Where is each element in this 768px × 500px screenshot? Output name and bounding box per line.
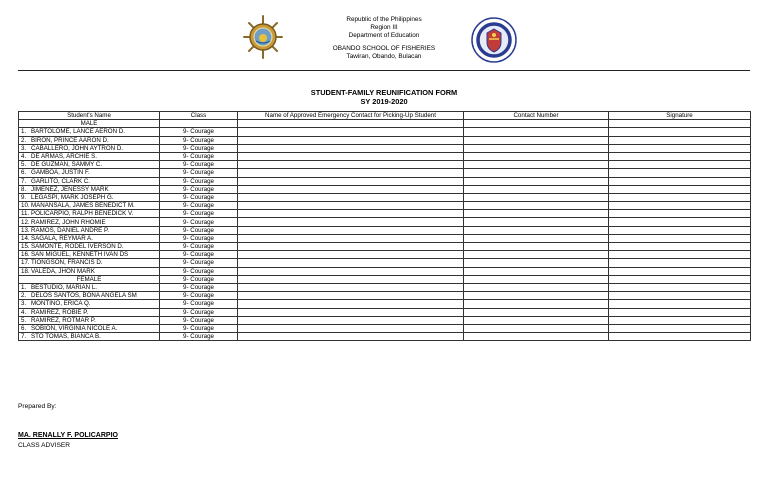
form-title: STUDENT-FAMILY REUNIFICATION FORM [310, 88, 458, 97]
emergency-contact-cell[interactable] [238, 292, 464, 300]
student-name: POLICARPIO, RALPH BENEDICK V. [31, 210, 134, 218]
signature-cell[interactable] [609, 308, 751, 316]
contact-number-cell[interactable] [464, 226, 609, 234]
table-row [19, 144, 751, 152]
emergency-contact-cell[interactable] [238, 267, 464, 275]
group-class [160, 120, 238, 128]
class-cell: 9- Courage [160, 333, 238, 341]
contact-number-cell[interactable] [464, 120, 609, 128]
row-number: 2. [21, 136, 27, 144]
signature-cell[interactable] [609, 136, 751, 144]
signature-cell[interactable] [609, 324, 751, 332]
prepared-by-label: Prepared By: [18, 403, 57, 410]
signature-cell[interactable] [609, 243, 751, 251]
emergency-contact-cell[interactable] [238, 177, 464, 185]
signature-cell[interactable] [609, 152, 751, 160]
emergency-contact-cell[interactable] [238, 185, 464, 193]
student-name: DE GUZMAN, SAMMY C. [31, 161, 103, 169]
signature-cell[interactable] [609, 120, 751, 128]
table-row [19, 316, 751, 324]
table-row [19, 243, 751, 251]
contact-number-cell[interactable] [464, 169, 609, 177]
class-cell: 9- Courage [160, 144, 238, 152]
row-number: 2. [21, 292, 27, 300]
emergency-contact-cell[interactable] [238, 144, 464, 152]
row-number: 16. [21, 251, 30, 259]
header-divider [18, 70, 750, 71]
signature-cell[interactable] [609, 275, 751, 283]
contact-number-cell[interactable] [464, 144, 609, 152]
row-number: 18. [21, 267, 30, 275]
contact-number-cell[interactable] [464, 210, 609, 218]
emergency-contact-cell[interactable] [238, 300, 464, 308]
row-number: 5. [21, 161, 27, 169]
class-cell: 9- Courage [160, 308, 238, 316]
signature-cell[interactable] [609, 202, 751, 210]
student-name-cell [19, 243, 160, 251]
student-name-cell [19, 308, 160, 316]
contact-number-cell[interactable] [464, 251, 609, 259]
school-name: OBANDO SCHOOL OF FISHERIES [332, 45, 436, 52]
class-cell: 9- Courage [160, 300, 238, 308]
group-label: FEMALE [19, 275, 160, 283]
letterhead [300, 16, 468, 61]
class-cell: 9- Courage [160, 251, 238, 259]
student-name-cell [19, 267, 160, 275]
row-number: 11. [21, 210, 30, 218]
emergency-contact-cell[interactable] [238, 226, 464, 234]
table-row [19, 136, 751, 144]
emergency-contact-cell[interactable] [238, 202, 464, 210]
class-cell: 9- Courage [160, 193, 238, 201]
class-cell: 9- Courage [160, 292, 238, 300]
class-cell: 9- Courage [160, 283, 238, 291]
contact-number-cell[interactable] [464, 128, 609, 136]
student-name-cell [19, 202, 160, 210]
class-cell: 9- Courage [160, 161, 238, 169]
signature-cell[interactable] [609, 169, 751, 177]
table-row [19, 324, 751, 332]
student-name-cell [19, 283, 160, 291]
student-name: RAMOS, DANIEL ANDRE P. [31, 226, 110, 234]
student-name-cell [19, 333, 160, 341]
signature-cell[interactable] [609, 185, 751, 193]
column-header: Class [160, 112, 238, 120]
student-name: BARTOLOME, LANCE AERON D. [31, 128, 125, 136]
table-row [19, 259, 751, 267]
student-name-cell [19, 324, 160, 332]
emergency-contact-cell[interactable] [238, 251, 464, 259]
letterhead-line: Region III [370, 24, 398, 31]
table-row [19, 292, 751, 300]
signature-cell[interactable] [609, 177, 751, 185]
row-number: 4. [21, 308, 27, 316]
contact-number-cell[interactable] [464, 193, 609, 201]
contact-number-cell[interactable] [464, 275, 609, 283]
student-name-cell [19, 169, 160, 177]
signature-cell[interactable] [609, 333, 751, 341]
signature-cell[interactable] [609, 283, 751, 291]
emergency-contact-cell[interactable] [238, 243, 464, 251]
student-name-cell [19, 218, 160, 226]
column-header: Name of Approved Emergency Contact for Picking-Up Student [238, 112, 464, 120]
row-number: 15. [21, 243, 30, 251]
table-row [19, 177, 751, 185]
table-row [19, 251, 751, 259]
class-cell: 9- Courage [160, 226, 238, 234]
emergency-contact-cell[interactable] [238, 283, 464, 291]
signature-cell[interactable] [609, 128, 751, 136]
student-name: BIRON, PRINCE AARON D. [31, 136, 109, 144]
student-name: LEGASPI, MARK JOSEPH G. [31, 193, 114, 201]
contact-number-cell[interactable] [464, 202, 609, 210]
contact-number-cell[interactable] [464, 333, 609, 341]
contact-number-cell[interactable] [464, 136, 609, 144]
table-row [19, 333, 751, 341]
column-header: Signature [609, 112, 751, 120]
row-number: 10. [21, 202, 30, 210]
emergency-contact-cell[interactable] [238, 120, 464, 128]
class-cell: 9- Courage [160, 202, 238, 210]
emergency-contact-cell[interactable] [238, 308, 464, 316]
row-number: 1. [21, 128, 27, 136]
school-address: Tawiran, Obando, Bulacan [346, 53, 422, 60]
row-number: 12. [21, 218, 30, 226]
class-cell: 9- Courage [160, 185, 238, 193]
contact-number-cell[interactable] [464, 177, 609, 185]
row-number: 6. [21, 324, 27, 332]
row-number: 8. [21, 185, 27, 193]
student-name: SAMONTE, RODEL IVERSON D. [31, 243, 124, 251]
form-heading [0, 88, 768, 106]
group-header-row [19, 275, 751, 283]
table-row [19, 234, 751, 242]
school-year: SY 2019-2020 [360, 97, 408, 106]
student-name: SAN MIGUEL, KENNETH IVAN DS [31, 251, 129, 259]
signature-cell[interactable] [609, 316, 751, 324]
student-name-cell [19, 226, 160, 234]
signature-cell[interactable] [609, 210, 751, 218]
table-row [19, 226, 751, 234]
table-row [19, 308, 751, 316]
contact-number-cell[interactable] [464, 218, 609, 226]
student-name: VALEDA, JHON MARK [31, 267, 95, 275]
student-name-cell [19, 251, 160, 259]
student-name: RAMIREZ, ROTMAR P. [31, 316, 96, 324]
class-cell: 9- Courage [160, 267, 238, 275]
signature-cell[interactable] [609, 259, 751, 267]
row-number: 13. [21, 226, 30, 234]
adviser-title: CLASS ADVISER [18, 442, 71, 449]
contact-number-cell[interactable] [464, 185, 609, 193]
student-name: MANANSALA, JAMES BENEDICT M. [31, 202, 135, 210]
contact-number-cell[interactable] [464, 259, 609, 267]
student-name: CABALLERO, JOHN AYTRON D. [31, 144, 124, 152]
student-name-cell [19, 193, 160, 201]
column-header: Contact Number [464, 112, 609, 120]
class-cell: 9- Courage [160, 259, 238, 267]
student-name-cell [19, 152, 160, 160]
class-cell: 9- Courage [160, 210, 238, 218]
table-row [19, 202, 751, 210]
student-name-cell [19, 161, 160, 169]
emergency-contact-cell[interactable] [238, 136, 464, 144]
column-header: Student's Name [19, 112, 160, 120]
emergency-contact-cell[interactable] [238, 316, 464, 324]
student-name: MONTINO, ERICA Q. [31, 300, 91, 308]
student-name-cell [19, 128, 160, 136]
class-cell: 9- Courage [160, 152, 238, 160]
class-cell: 9- Courage [160, 177, 238, 185]
class-cell: 9- Courage [160, 218, 238, 226]
row-number: 3. [21, 300, 27, 308]
deped-seal-icon [471, 17, 517, 63]
table-body [19, 120, 751, 341]
table-row [19, 283, 751, 291]
emergency-contact-cell[interactable] [238, 333, 464, 341]
row-number: 5. [21, 316, 27, 324]
signature-cell[interactable] [609, 292, 751, 300]
table-row [19, 267, 751, 275]
class-cell: 9- Courage [160, 136, 238, 144]
student-name-cell [19, 185, 160, 193]
row-number: 6. [21, 169, 27, 177]
row-number: 14. [21, 234, 30, 242]
student-name: GARLITO, CLARK C. [31, 177, 91, 185]
student-name: STO TOMAS, BIANCA B. [31, 333, 101, 341]
emergency-contact-cell[interactable] [238, 234, 464, 242]
row-number: 17. [21, 259, 30, 267]
table-row [19, 161, 751, 169]
group-header-row [19, 120, 751, 128]
signature-cell[interactable] [609, 144, 751, 152]
student-name: BESTUDIO, MARIAN L. [31, 284, 98, 292]
signature-cell[interactable] [609, 234, 751, 242]
contact-number-cell[interactable] [464, 161, 609, 169]
row-number: 3. [21, 144, 27, 152]
student-name: SAGALA, REYMAR A. [31, 234, 93, 242]
emergency-contact-cell[interactable] [238, 161, 464, 169]
signature-cell[interactable] [609, 267, 751, 275]
student-name-cell [19, 177, 160, 185]
table-row [19, 152, 751, 160]
table-row [19, 193, 751, 201]
contact-number-cell[interactable] [464, 267, 609, 275]
contact-number-cell[interactable] [464, 316, 609, 324]
row-number: 7. [21, 177, 27, 185]
contact-number-cell[interactable] [464, 234, 609, 242]
student-name: JIMENEZ, JENESSY MARK [31, 185, 109, 193]
row-number: 4. [21, 153, 27, 161]
emergency-contact-cell[interactable] [238, 210, 464, 218]
signature-cell[interactable] [609, 161, 751, 169]
student-name-cell [19, 210, 160, 218]
table-row [19, 300, 751, 308]
emergency-contact-cell[interactable] [238, 169, 464, 177]
emergency-contact-cell[interactable] [238, 259, 464, 267]
signature-cell[interactable] [609, 300, 751, 308]
contact-number-cell[interactable] [464, 324, 609, 332]
class-cell: 9- Courage [160, 316, 238, 324]
emergency-contact-cell[interactable] [238, 128, 464, 136]
row-number: 7. [21, 333, 27, 341]
emergency-contact-cell[interactable] [238, 152, 464, 160]
class-cell: 9- Courage [160, 234, 238, 242]
student-name-cell [19, 300, 160, 308]
emergency-contact-cell[interactable] [238, 324, 464, 332]
contact-number-cell[interactable] [464, 243, 609, 251]
letterhead-line: Department of Education [348, 32, 420, 39]
emergency-contact-cell[interactable] [238, 275, 464, 283]
ship-wheel-seal-icon [243, 14, 283, 60]
student-name-cell [19, 259, 160, 267]
student-name-cell [19, 136, 160, 144]
emergency-contact-cell[interactable] [238, 218, 464, 226]
row-number: 9. [21, 193, 27, 201]
signature-cell[interactable] [609, 226, 751, 234]
contact-number-cell[interactable] [464, 308, 609, 316]
student-name: TIONGSON, FRANCIS D. [31, 259, 103, 267]
table-row [19, 218, 751, 226]
student-name: RAMIREZ, JOHN RHOMIE [31, 218, 106, 226]
student-name: SOBION, VIRGINIA NICOLE A. [31, 324, 118, 332]
contact-number-cell[interactable] [464, 283, 609, 291]
student-name: RAMIREZ, ROBIE P. [31, 308, 89, 316]
table-row [19, 210, 751, 218]
signature-cell[interactable] [609, 218, 751, 226]
student-name: DE ARMAS, ARCHIE S. [31, 153, 98, 161]
adviser-name: MA. RENALLY F. POLICARPIO [18, 432, 118, 439]
student-name-cell [19, 316, 160, 324]
contact-number-cell[interactable] [464, 300, 609, 308]
class-cell: 9- Courage [160, 169, 238, 177]
class-cell: 9- Courage [160, 324, 238, 332]
student-name-cell [19, 234, 160, 242]
signature-cell[interactable] [609, 193, 751, 201]
table-row [19, 185, 751, 193]
student-name: DELOS SANTOS, BONA ANGELA SM [31, 292, 137, 300]
table-row [19, 128, 751, 136]
contact-number-cell[interactable] [464, 152, 609, 160]
student-name-cell [19, 144, 160, 152]
student-name: GAMBOA, JUSTIN F. [31, 169, 90, 177]
emergency-contact-cell[interactable] [238, 193, 464, 201]
student-name-cell [19, 292, 160, 300]
group-label: MALE [19, 120, 160, 128]
class-cell: 9- Courage [160, 128, 238, 136]
group-class: 9- Courage [160, 275, 238, 283]
class-cell: 9- Courage [160, 243, 238, 251]
signature-cell[interactable] [609, 251, 751, 259]
row-number: 1. [21, 284, 27, 292]
letterhead-line: Republic of the Philippines [346, 16, 422, 23]
table-row [19, 169, 751, 177]
reunification-table [18, 111, 751, 341]
contact-number-cell[interactable] [464, 292, 609, 300]
table-header-row [19, 112, 751, 120]
